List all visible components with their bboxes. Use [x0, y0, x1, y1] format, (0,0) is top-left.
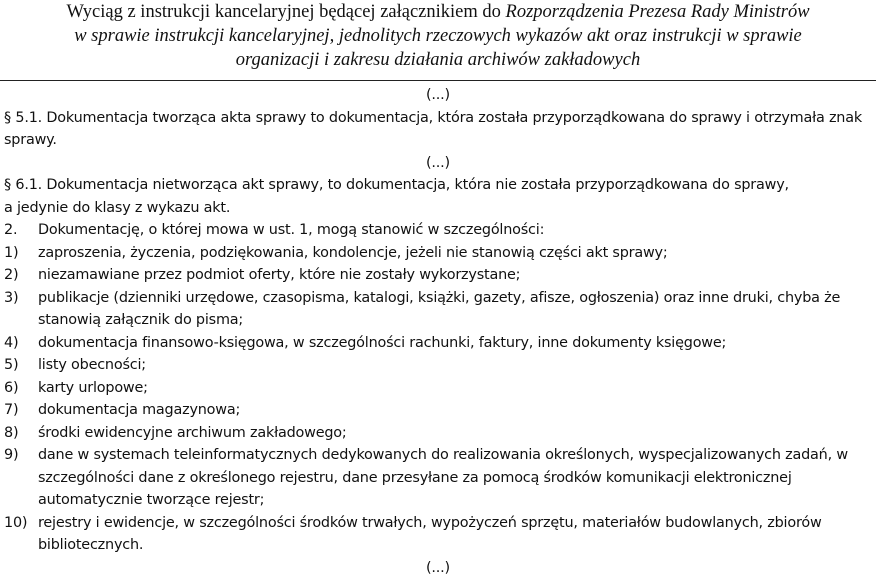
document-header	[0, 0, 876, 72]
header-divider	[0, 80, 876, 81]
ellipsis-top: (...)	[0, 84, 876, 107]
ellipsis-middle: (...)	[0, 152, 876, 175]
ellipsis-bottom: (...)	[0, 557, 876, 579]
list-item-number: 5)	[0, 354, 38, 377]
header-line-3: organizacji i zakresu działania archiwów zakładowych	[0, 48, 876, 72]
list-item-text: zaproszenia, życzenia, podziękowania, kondolencje, jeżeli nie stanowią części akt sprawy;	[38, 242, 876, 265]
list-item-text: karty urlopowe;	[38, 377, 876, 400]
list-item-number: 2)	[0, 264, 38, 287]
section-6-1	[0, 174, 876, 219]
list-item-number: 7)	[0, 399, 38, 422]
list-item-text: rejestry i ewidencje, w szczególności środków trwałych, wypożyczeń sprzętu, materiałów budowlanych, zbiorów bibliotecznych.	[38, 512, 876, 557]
list-item-5	[0, 354, 876, 377]
section-6-1-line-2: a jedynie do klasy z wykazu akt.	[4, 200, 230, 216]
header-line-1	[0, 0, 876, 24]
list-item-number: 1)	[0, 242, 38, 265]
header-line-1-italic: Rozporządzenia Prezesa Rady Ministrów	[506, 2, 810, 22]
list-item-4	[0, 332, 876, 355]
list-item-text: publikacje (dzienniki urzędowe, czasopisma, katalogi, książki, gazety, afisze, ogłoszenia) oraz inne druki, chyba że stanowią załącznik do pisma;	[38, 287, 876, 332]
list-item-number: 10)	[0, 512, 38, 535]
list-item-number: 6)	[0, 377, 38, 400]
list-item-text: środki ewidencyjne archiwum zakładowego;	[38, 422, 876, 445]
list-item-2	[0, 264, 876, 287]
point-2-text: Dokumentację, o której mowa w ust. 1, mogą stanowić w szczególności:	[38, 219, 876, 242]
section-6-1-line-1: § 6.1. Dokumentacja nietworząca akt sprawy, to dokumentacja, która nie została przyporządkowana do sprawy,	[4, 177, 789, 193]
list-item-8	[0, 422, 876, 445]
point-2-number: 2.	[0, 219, 38, 242]
list-item-9	[0, 444, 876, 512]
list-item-text: dane w systemach teleinformatycznych dedykowanych do realizowania określonych, wyspecjalizowanych zadań, w szczególności dane z określonego rejestru, dane przesyłane za pomocą środków komunikacji elektronicznej automatycznie tworzące rejestr;	[38, 444, 876, 512]
list-item-text: niezamawiane przez podmiot oferty, które nie zostały wykorzystane;	[38, 264, 876, 287]
header-line-2: w sprawie instrukcji kancelaryjnej, jednolitych rzeczowych wykazów akt oraz instrukcji w sprawie	[0, 24, 876, 48]
list-item-text: dokumentacja finansowo-księgowa, w szczególności rachunki, faktury, inne dokumenty księgowe;	[38, 332, 876, 355]
list-item-text: listy obecności;	[38, 354, 876, 377]
point-2	[0, 219, 876, 242]
list-item-number: 4)	[0, 332, 38, 355]
document-body	[0, 84, 876, 579]
list-item-10	[0, 512, 876, 557]
list-item-6	[0, 377, 876, 400]
list-item-3	[0, 287, 876, 332]
list-item-number: 8)	[0, 422, 38, 445]
list-item-1	[0, 242, 876, 265]
list-item-number: 3)	[0, 287, 38, 310]
section-5-1: § 5.1. Dokumentacja tworząca akta sprawy to dokumentacja, która została przyporządkowana do sprawy i otrzymała znak sprawy.	[0, 107, 876, 152]
list-item-7	[0, 399, 876, 422]
list-item-number: 9)	[0, 444, 38, 467]
header-line-1-plain: Wyciąg z instrukcji kancelaryjnej będącej załącznikiem do	[66, 2, 505, 22]
list-item-text: dokumentacja magazynowa;	[38, 399, 876, 422]
